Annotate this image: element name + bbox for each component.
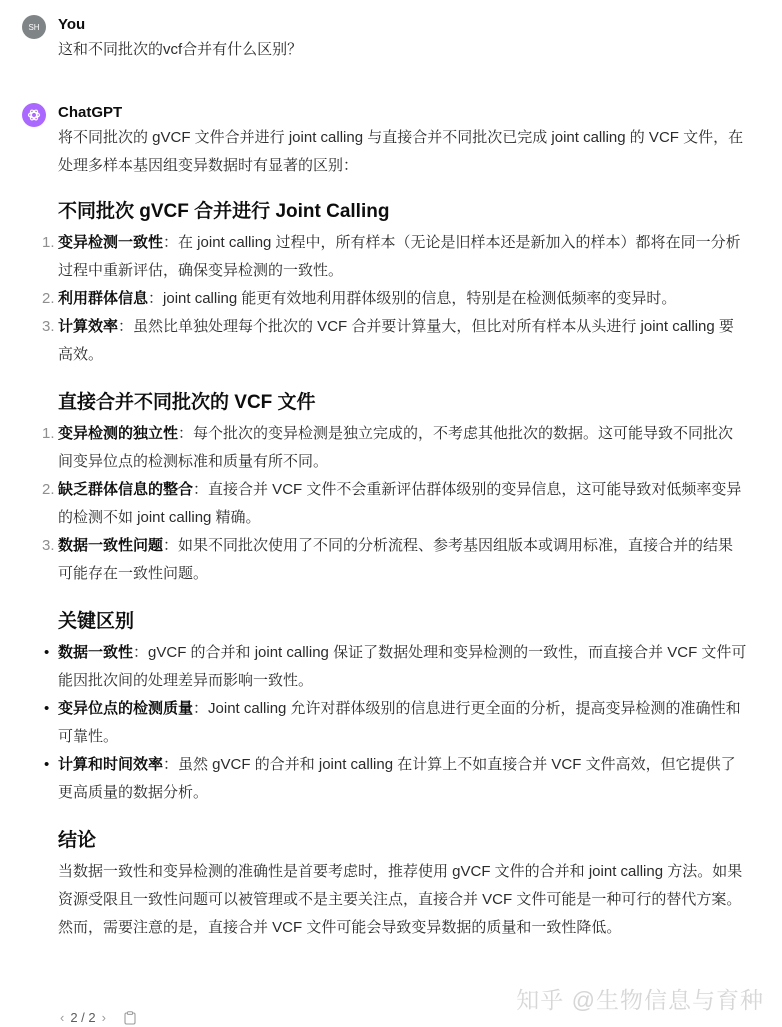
message-footer <box>60 1010 136 1025</box>
list-item: • 变异位点的检测质量：Joint calling 允许对群体级别的信息进行更全面的分析，提高变异检测的准确性和可靠性。 <box>44 700 741 745</box>
section-heading: 关键区别 <box>58 611 135 632</box>
response-pagination: 2 / 2 <box>70 1010 96 1025</box>
list-item: 3. 计算效率：虽然比单独处理每个批次的 VCF 合并要计算量大，但比对所有样本从头进行 joint calling 要高效。 <box>42 318 734 363</box>
previous-response-button[interactable]: ‹ <box>60 1010 65 1025</box>
list-item: • 数据一致性：gVCF 的合并和 joint calling 保证了数据处理和变异检测的一致性，而直接合并 VCF 文件可能因批次间的处理差异而影响一致性。 <box>44 644 747 689</box>
section-heading: 结论 <box>58 830 97 851</box>
chatgpt-logo-icon <box>22 103 46 127</box>
user-message-text: 这和不同批次的vcf合并有什么区别？ <box>58 41 303 58</box>
list-item: 3. 数据一致性问题：如果不同批次使用了不同的分析流程、参考基因组版本或调用标准，直接合并的结果可能存在一致性问题。 <box>42 537 734 582</box>
list-item: 1. 变异检测一致性：在 joint calling 过程中，所有样本（无论是旧样本还是新加入的样本）都将在同一分析过程中重新评估，确保变异检测的一致性。 <box>42 234 741 279</box>
clipboard-icon <box>124 1011 136 1025</box>
list-item: 2. 缺乏群体信息的整合：直接合并 VCF 文件不会重新评估群体级别的变异信息，这可能导致对低频率变异的检测不如 joint calling 精确。 <box>42 481 742 526</box>
list-item: • 计算和时间效率：虽然 gVCF 的合并和 joint calling 在计算上不如直接合并 VCF 文件高效，但它提供了更高质量的数据分析。 <box>44 756 736 801</box>
assistant-content <box>42 124 748 942</box>
user-author: You <box>58 16 86 33</box>
copy-button[interactable] <box>124 1011 136 1025</box>
openai-knot-icon <box>26 107 42 123</box>
list-item: 1. 变异检测的独立性：每个批次的变异检测是独立完成的，不考虑其他批次的数据。这可能导致不同批次间变异位点的检测标准和质量有所不同。 <box>42 425 734 470</box>
section-heading: 不同批次 gVCF 合并进行 Joint Calling <box>58 201 390 222</box>
user-avatar: SH <box>22 15 46 39</box>
section-list <box>44 639 748 807</box>
section-list <box>42 229 748 369</box>
list-item: 2. 利用群体信息：joint calling 能更有效地利用群体级别的信息，特别是在检测低频率的变异时。 <box>42 290 677 307</box>
intro-paragraph: 将不同批次的 gVCF 文件合并进行 joint calling 与直接合并不同批次已完成 joint calling 的 VCF 文件，在处理多样本基因组变异数据时有显著的区别： <box>58 129 744 174</box>
section-list <box>42 420 748 588</box>
assistant-author: ChatGPT <box>58 104 123 121</box>
section-heading: 直接合并不同批次的 VCF 文件 <box>58 392 316 413</box>
conclusion-paragraph: 当数据一致性和变异检测的准确性是首要考虑时，推荐使用 gVCF 文件的合并和 joint calling 方法。如果资源受限且一致性问题可以被管理或不是主要关注点，直接合并 VCF 文件可能是一种可行的替代方案。然而，需要注意的是，直接合并 VCF 文件可能会导致变异数据的质量和一致性降低。 <box>58 863 743 936</box>
next-response-button[interactable]: › <box>101 1010 106 1025</box>
watermark: 知乎 @生物信息与育种 <box>516 987 764 1013</box>
